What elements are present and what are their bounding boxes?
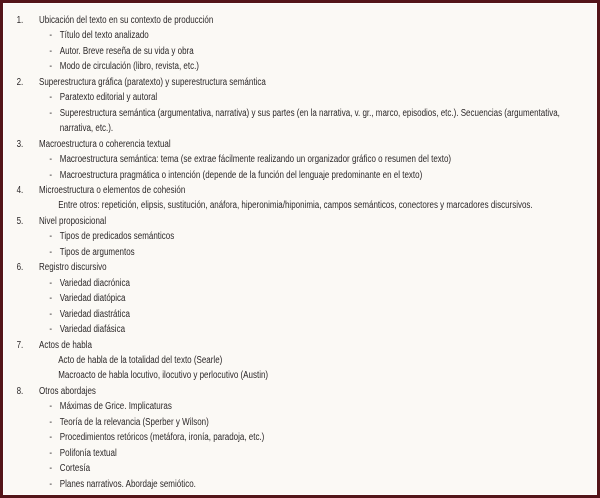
list-item bbox=[3, 260, 597, 275]
sub-item-text: Título del texto analizado bbox=[59, 30, 149, 42]
sub-item-text: Variedad diastrática bbox=[59, 308, 130, 320]
dash-bullet: - bbox=[49, 246, 53, 258]
sub-item bbox=[3, 229, 597, 244]
sub-item-text: Paratexto editorial y autoral bbox=[59, 92, 158, 104]
item-number: 8. bbox=[16, 385, 24, 397]
sub-item bbox=[3, 415, 597, 430]
dash-bullet: - bbox=[49, 308, 53, 320]
sub-item-text: Acto de habla de la totalidad del texto (Searle) bbox=[58, 354, 223, 366]
sub-item-text: Teoría de la relevancia (Sperber y Wilson) bbox=[59, 416, 209, 428]
sub-item bbox=[3, 90, 597, 105]
sub-item-text: Macroacto de habla locutivo, ilocutivo y perlocutivo (Austin) bbox=[58, 370, 269, 382]
sub-item-text: Variedad diatópica bbox=[59, 293, 126, 305]
sub-item bbox=[3, 477, 597, 492]
sub-item-text: Tipos de argumentos bbox=[59, 246, 135, 258]
sub-item bbox=[3, 461, 597, 476]
sub-item bbox=[3, 353, 597, 368]
dash-bullet: - bbox=[49, 30, 53, 42]
dash-bullet: - bbox=[49, 478, 53, 490]
sub-item bbox=[3, 276, 597, 291]
dash-bullet: - bbox=[49, 169, 53, 181]
dash-bullet: - bbox=[49, 401, 53, 413]
sub-item-text: Macroestructura pragmática o intención (depende de la función del lenguaje predominante en el texto) bbox=[59, 169, 423, 181]
sub-item bbox=[3, 307, 597, 322]
sub-item-text: Cortesía bbox=[59, 463, 91, 475]
sub-item bbox=[3, 59, 597, 74]
sub-item-text: Polifonía textual bbox=[59, 447, 117, 459]
sub-item-text: Macroestructura semántica: tema (se extrae fácilmente realizando un organizador gráfico o resumen del texto) bbox=[59, 154, 452, 166]
sub-item bbox=[3, 152, 597, 167]
dash-bullet: - bbox=[49, 107, 53, 119]
item-title: Ubicación del texto en su contexto de producción bbox=[39, 15, 214, 26]
sub-item-text: Entre otros: repetición, elipsis, sustitución, anáfora, hiperonimia/hiponimia, campos semánticos, conectores y marcadores discursivos. bbox=[58, 200, 533, 212]
sub-item bbox=[3, 44, 597, 59]
sub-item-text: Autor. Breve reseña de su vida y obra bbox=[59, 45, 194, 57]
dash-bullet: - bbox=[49, 154, 53, 166]
dash-bullet: - bbox=[49, 92, 53, 104]
list-item bbox=[3, 13, 597, 28]
sub-item bbox=[3, 368, 597, 383]
sub-item bbox=[3, 198, 597, 213]
item-title: Superestructura gráfica (paratexto) y superestructura semántica bbox=[39, 76, 266, 88]
sub-item-text: Procedimientos retóricos (metáfora, ironía, paradoja, etc.) bbox=[59, 432, 265, 444]
dash-bullet: - bbox=[49, 61, 53, 73]
outline-list bbox=[3, 3, 597, 492]
item-title: Microestructura o elementos de cohesión bbox=[39, 184, 186, 196]
dash-bullet: - bbox=[49, 324, 53, 336]
item-title: Nivel proposicional bbox=[39, 215, 107, 227]
sub-item bbox=[3, 28, 597, 43]
sub-item bbox=[3, 399, 597, 414]
sub-item bbox=[3, 245, 597, 260]
item-number: 3. bbox=[16, 138, 24, 150]
sub-item bbox=[3, 168, 597, 183]
item-number: 5. bbox=[16, 215, 24, 227]
list-item bbox=[3, 338, 597, 353]
sub-item-text: Modo de circulación (libro, revista, etc.) bbox=[59, 61, 199, 73]
item-title: Macroestructura o coherencia textual bbox=[39, 138, 171, 150]
sub-item bbox=[3, 430, 597, 445]
item-number: 1. bbox=[16, 15, 24, 26]
item-title: Registro discursivo bbox=[39, 262, 107, 274]
sub-item-text: Variedad diafásica bbox=[59, 324, 126, 336]
item-number: 6. bbox=[16, 262, 24, 274]
list-item bbox=[3, 75, 597, 90]
sub-item bbox=[3, 322, 597, 337]
sub-item bbox=[3, 291, 597, 306]
sub-item bbox=[3, 106, 597, 137]
dash-bullet: - bbox=[49, 416, 53, 428]
sub-item-text: Superestructura semántica (argumentativa, narrativa) y sus partes (en la narrativa, v. gr., marco, episodios, etc.). Secuencias (argumentativa, narrativa, etc.). bbox=[59, 107, 560, 135]
dash-bullet: - bbox=[49, 231, 53, 243]
dash-bullet: - bbox=[49, 463, 53, 475]
item-number: 7. bbox=[16, 339, 24, 351]
sub-item-text: Tipos de predicados semánticos bbox=[59, 231, 175, 243]
dash-bullet: - bbox=[49, 45, 53, 57]
sub-item-text: Máximas de Grice. Implicaturas bbox=[59, 401, 172, 413]
sub-item-text: Variedad diacrónica bbox=[59, 277, 130, 289]
dash-bullet: - bbox=[49, 293, 53, 305]
dash-bullet: - bbox=[49, 277, 53, 289]
list-item bbox=[3, 137, 597, 152]
item-title: Otros abordajes bbox=[39, 385, 96, 397]
item-title: Actos de habla bbox=[39, 339, 92, 351]
list-item bbox=[3, 183, 597, 198]
list-item bbox=[3, 384, 597, 399]
item-number: 4. bbox=[16, 184, 24, 196]
dash-bullet: - bbox=[49, 447, 53, 459]
sub-item-text: Planes narrativos. Abordaje semiótico. bbox=[59, 478, 196, 490]
sub-item bbox=[3, 446, 597, 461]
item-number: 2. bbox=[16, 76, 24, 88]
list-item bbox=[3, 214, 597, 229]
dash-bullet: - bbox=[49, 432, 53, 444]
